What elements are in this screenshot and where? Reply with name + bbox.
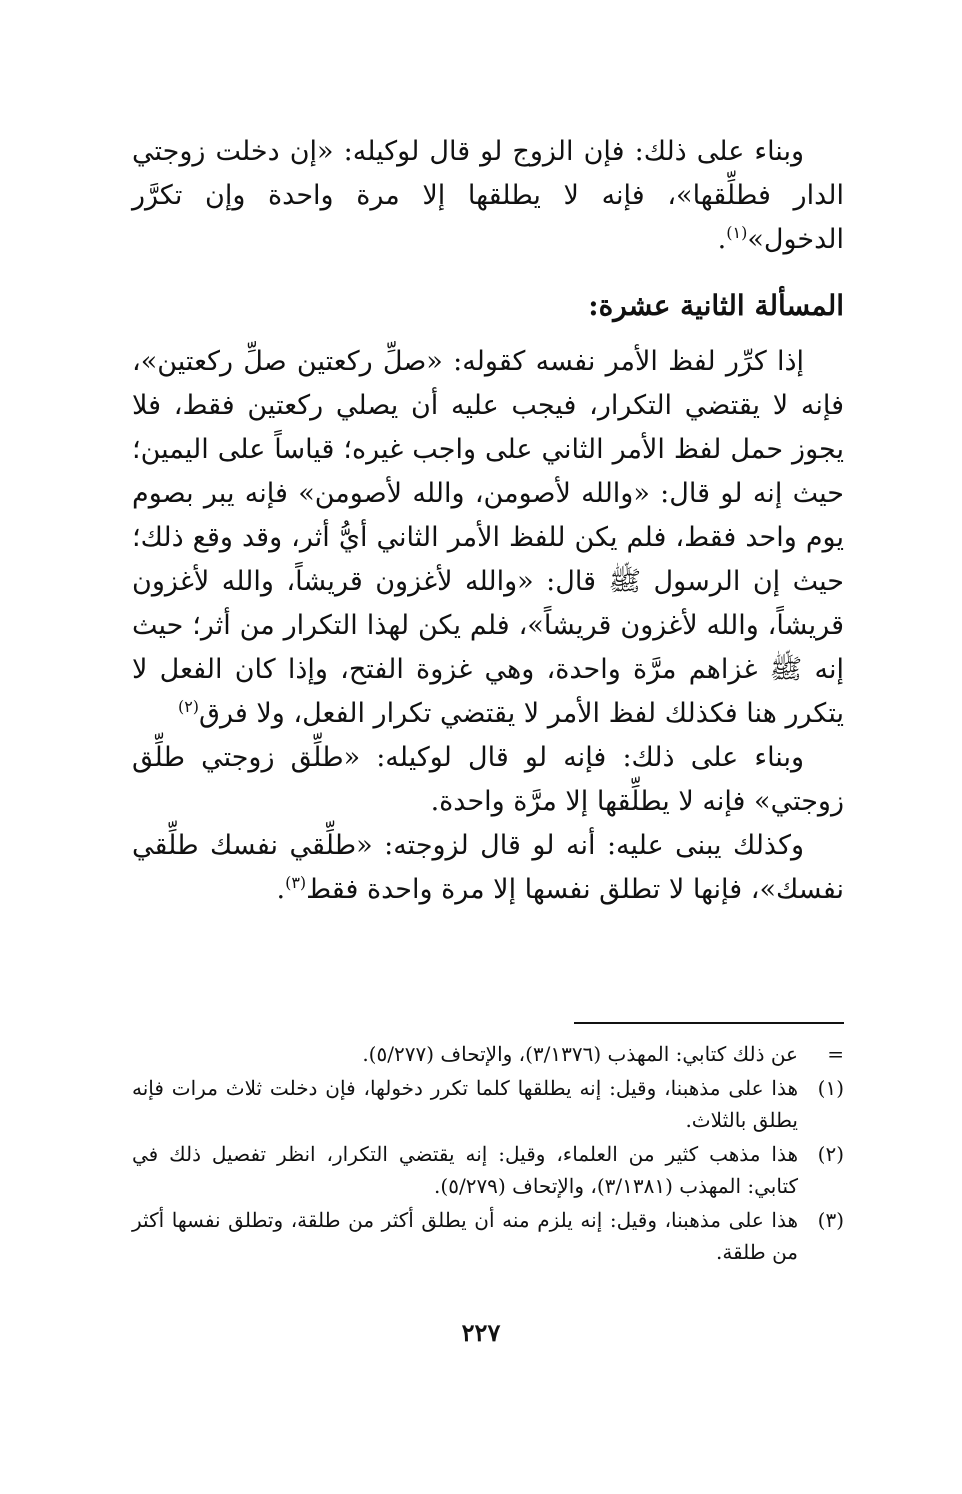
footnote-ref-2: (٢): [177, 697, 200, 716]
footnotes: [132, 1038, 844, 1270]
footnote-text: هذا على مذهبنا، وقيل: إنه يلزم منه أن يطلق أكثر من طلقة، وتطلق نفسها أكثر من طلقة.: [132, 1208, 798, 1264]
footnote-marker: =: [827, 1042, 844, 1066]
intro-paragraph-text: وبناء على ذلك: فإن الزوج لو قال لوكيله: «إن دخلت زوجتي الدار فطلِّقها»، فإنه لا يطلقها إلا مرة واحدة وإن تكرَّر الدخول»: [132, 136, 844, 255]
body-paragraph: [132, 340, 844, 736]
section-heading: المسألة الثانية عشرة:: [588, 289, 844, 322]
footnote-item: [132, 1038, 844, 1070]
body-paragraph-text: وبناء على ذلك: فإنه لو قال لوكيله: «طلِّق زوجتي طلِّق زوجتي» فإنه لا يطلِّقها إلا مرَّة واحدة.: [132, 742, 844, 817]
body-paragraph: [132, 736, 844, 824]
body-paragraph-tail: .: [276, 874, 286, 905]
footnote-item: [132, 1204, 844, 1268]
footnote-marker: (٣): [817, 1208, 844, 1232]
footnote-ref-3: (٣): [285, 873, 307, 892]
body-paragraph-text: إذا كرِّر لفظ الأمر نفسه كقوله: «صلِّ ركعتين صلِّ ركعتين»، فإنه لا يقتضي التكرار، فيجب عليه أن يصلي ركعتين فقط، فلا يجوز حمل لفظ الأمر الثاني على واجب غيره؛ قياساً على اليمين؛ حيث إنه لو قال: «والله لأصومن، والله لأصومن» فإنه يبر بصوم يوم واحد فقط، فلم يكن للفظ الأمر الثاني أيُّ أثر، وقد وقع ذلك؛ حيث إن الرسول ﷺ قال: «والله لأغزون قريشاً، والله لأغزون قريشاً، والله لأغزون قريشاً»، فلم يكن لهذا التكرار من أثر؛ حيث إنه ﷺ غزاهم مرَّة واحدة، وهي غزوة الفتح، وإذا كان الفعل لا يتكرر هنا فكذلك لفظ الأمر لا يقتضي تكرار الفعل، ولا فرق: [132, 346, 844, 729]
footnote-item: [132, 1072, 844, 1136]
footnote-item: [132, 1138, 844, 1202]
footnote-text: عن ذلك كتابي: المهذب (٣/١٣٧٦)، والإتحاف (٥/٢٧٧).: [362, 1042, 798, 1066]
footnote-ref-1: (١): [726, 223, 748, 242]
intro-paragraph-tail: .: [717, 224, 727, 255]
footnote-text: هذا مذهب كثير من العلماء، وقيل: إنه يقتضي التكرار، انظر تفصيل ذلك في كتابي: المهذب (٣/١٣٨١)، والإتحاف (٥/٢٧٩).: [132, 1142, 798, 1198]
body-paragraph-text: وكذلك يبنى عليه: أنه لو قال لزوجته: «طلِّقي نفسك طلِّقي نفسك»، فإنها لا تطلق نفسها إلا مرة واحدة فقط: [132, 830, 844, 905]
page-number: ٢٢٧: [461, 1318, 501, 1347]
body-paragraph: [132, 824, 844, 912]
footnote-text: هذا على مذهبنا، وقيل: إنه يطلقها كلما تكرر دخولها، فإن دخلت ثلاث مرات فإنه يطلق بالثلاث.: [132, 1076, 798, 1132]
footnote-divider: [574, 1022, 844, 1024]
footnote-marker: (١): [817, 1076, 844, 1100]
main-body: [132, 340, 844, 912]
intro-paragraph: [132, 130, 844, 262]
footnote-marker: (٢): [817, 1142, 844, 1166]
